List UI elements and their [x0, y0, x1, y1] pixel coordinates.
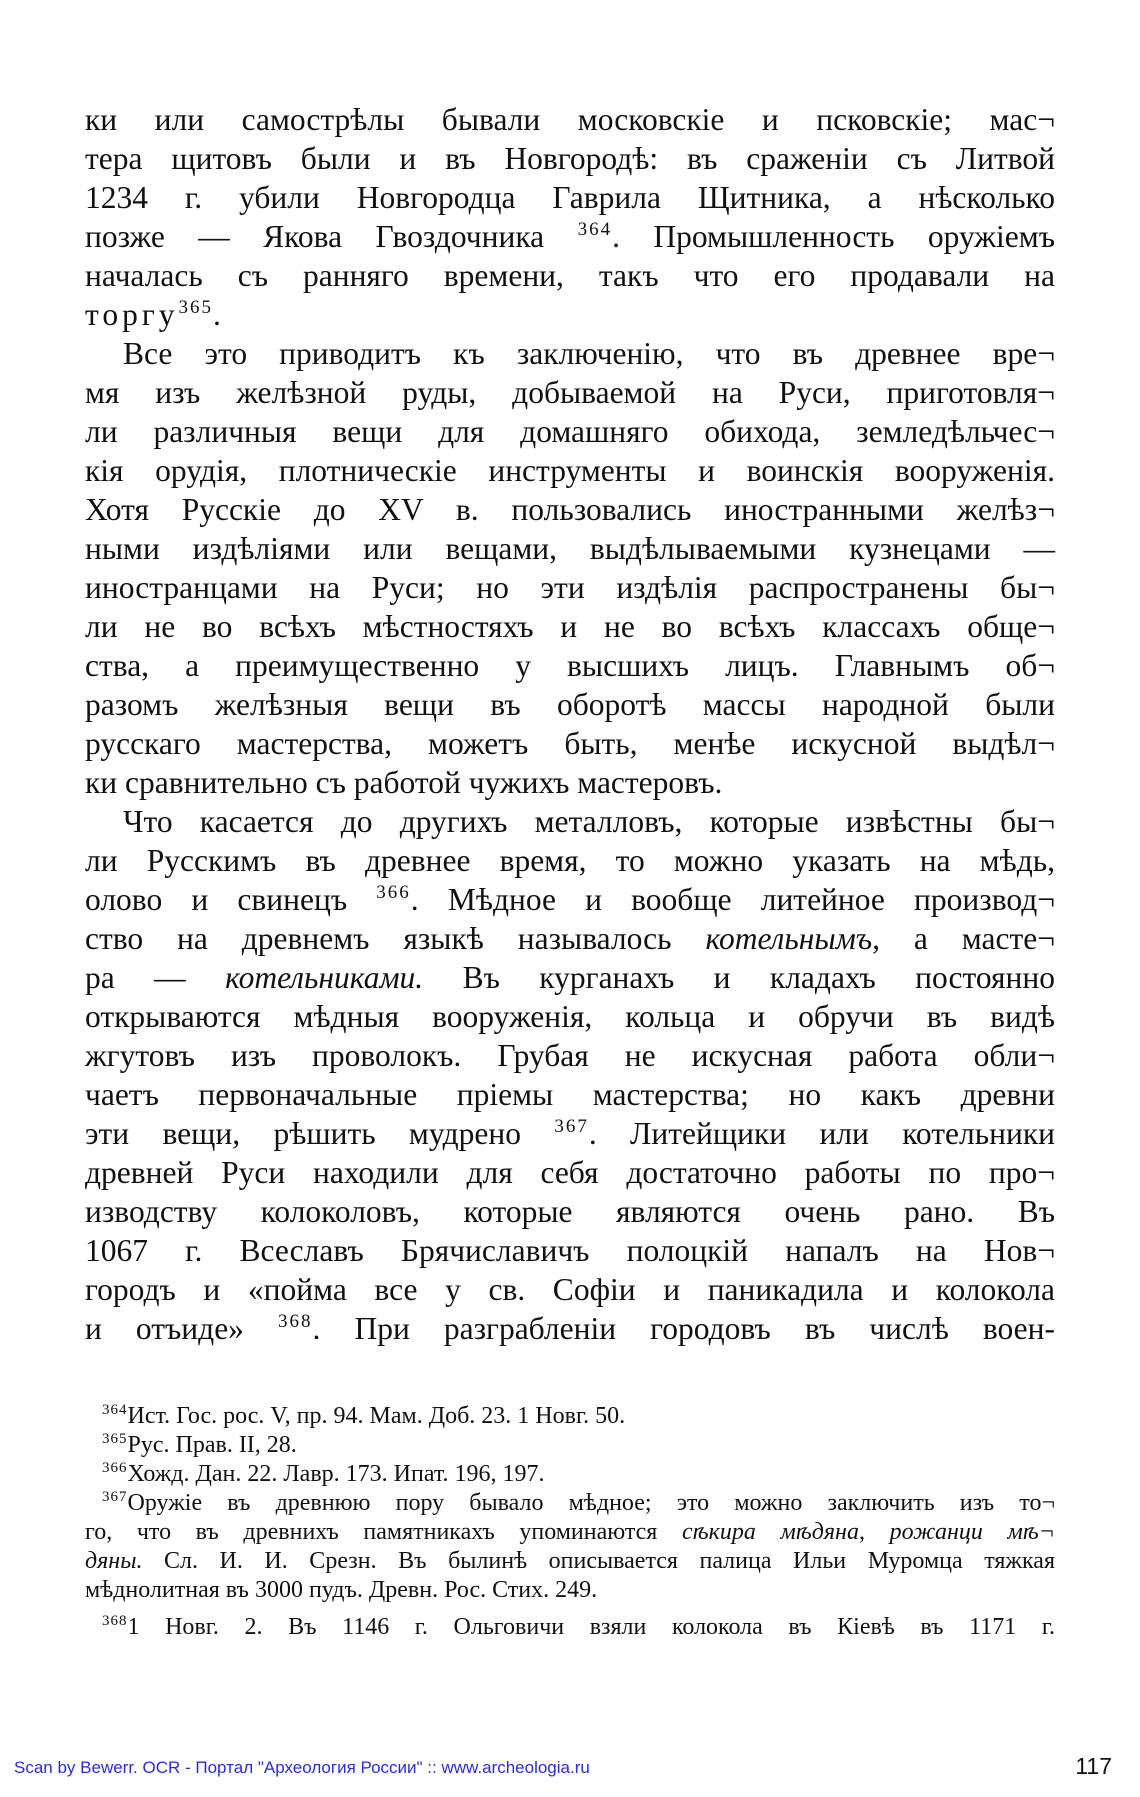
footnote: $^{367}$Оружіе въ древнюю пору бывало мѣдное; это можно заключить изъ то¬: [102, 1489, 1055, 1516]
text-line: Что касается до другихъ металловъ, которые извѣстны бы¬: [123, 804, 1055, 839]
footnote: $^{364}$Ист. Гос. рос. V, пр. 94. Мам. Доб. 23. 1 Новг. 50.: [102, 1402, 626, 1429]
main-text: [85, 100, 1055, 1348]
text-line: изводству колоколовъ, которые являются очень рано. Въ: [85, 1194, 1055, 1229]
italic-quote: дяны.: [85, 1548, 143, 1574]
text-line: позже — Якова Гвоздочника $^{364}$. Промышленность оружіемъ: [85, 219, 1055, 254]
text-line: городъ и «пойма все у св. Софіи и паникадила и колокола: [85, 1272, 1055, 1307]
text-line: чаетъ первоначальные пріемы мастерства; но какъ древни: [85, 1077, 1055, 1112]
text-line: ки сравнительно съ работой чужихъ мастеровъ.: [85, 765, 723, 800]
footnote-number: 368: [102, 1613, 128, 1629]
text-line: иностранцами на Руси; но эти издѣлія распространены бы¬: [85, 570, 1055, 605]
text-line: ства, а преимущественно у высшихъ лицъ. Главнымъ об¬: [85, 648, 1055, 683]
italic-term: котельниками.: [225, 960, 424, 995]
text-line: древней Руси находили для себя достаточно работы по про¬: [85, 1155, 1055, 1190]
text-line: тера щитовъ были и въ Новгородѣ: въ сраженіи съ Литвой: [85, 141, 1055, 176]
footnote: $^{366}$Хожд. Дан. 22. Лавр. 173. Ипат. 196, 197.: [102, 1460, 545, 1487]
footnote-ref: 364: [577, 219, 613, 240]
text-line: ли не во всѣхъ мѣстностяхъ и не во всѣхъ классахъ обще¬: [85, 609, 1055, 644]
text-line: началась съ ранняго времени, такъ что его продавали на: [85, 258, 1055, 293]
text-line: и отъиде» $^{368}$. При разграбленіи городовъ въ числѣ воен-: [85, 1311, 1055, 1346]
footnote-number: 364: [102, 1402, 128, 1418]
page-number: 117: [1075, 1753, 1112, 1779]
footnote-continuation: дяны. Сл. И. И. Срезн. Въ былинѣ описывается палица Ильи Муромца тяжкая: [85, 1548, 1055, 1574]
text-line: открываются мѣдныя вооруженія, кольца и обручи въ видѣ: [85, 999, 1055, 1034]
text-line: жгутовъ изъ проволокъ. Грубая не искусная работа обли¬: [85, 1038, 1055, 1073]
footnote-number: 367: [102, 1489, 128, 1505]
text-line: ки или самострѣлы бывали московскіе и псковскіе; мас¬: [85, 102, 1055, 137]
footnote-ref: 366: [376, 882, 411, 903]
footnote-ref: 365: [178, 297, 214, 318]
footnote-number: 366: [102, 1460, 128, 1476]
text-line: торгу$^{365}$.: [85, 297, 225, 332]
text-line: 1067 г. Всеславъ Брячиславичъ полоцкій напалъ на Нов¬: [85, 1233, 1055, 1268]
footnote-number: 365: [102, 1431, 128, 1447]
text-line: 1234 г. убили Новгородца Гаврила Щитника, а нѣсколько: [85, 180, 1055, 215]
text-line: эти вещи, рѣшить мудрено $^{367}$. Литейщики или котельники: [85, 1116, 1055, 1151]
text-line: Все это приводитъ къ заключенію, что въ древнее вре¬: [123, 336, 1055, 371]
italic-quote: сѣкира мѣдяна, рожанци мѣ¬: [681, 1519, 1056, 1545]
footnote: $^{365}$Рус. Прав. II, 28.: [102, 1431, 297, 1458]
text-line: ными издѣліями или вещами, выдѣлываемыми кузнецами —: [85, 531, 1055, 566]
text-line: русскаго мастерства, можетъ быть, менѣе искусной выдѣл¬: [85, 726, 1055, 761]
footnote-continuation: го, что въ древнихъ памятникахъ упоминаются сѣкира мѣдяна, рожанци мѣ¬: [85, 1519, 1056, 1545]
text-line: ли различныя вещи для домашняго обихода, земледѣльчес¬: [85, 414, 1055, 449]
text-line: ра — котельниками. Въ курганахъ и кладахъ постоянно: [85, 960, 1055, 995]
text-line: ли Русскимъ въ древнее время, то можно указать на мѣдь,: [85, 843, 1055, 878]
text-line: разомъ желѣзныя вещи въ оборотѣ массы народной были: [85, 687, 1055, 722]
footnotes: [85, 1402, 1055, 1642]
footnote-continuation: мѣднолитная въ 3000 пудъ. Древн. Рос. Стих. 249.: [85, 1577, 598, 1603]
italic-term: котельнымъ,: [705, 921, 881, 956]
scan-credit-link[interactable]: Scan by Bewerr. OCR - Портал "Археология России" :: www.archeologia.ru: [14, 1758, 590, 1777]
text-line: ство на древнемъ языкѣ называлось котельнымъ, а масте¬: [85, 921, 1055, 956]
text-line: кія орудія, плотническіе инструменты и воинскія вооруженія.: [85, 453, 1055, 488]
text-line: мя изъ желѣзной руды, добываемой на Руси, приготовля¬: [85, 375, 1055, 410]
text-line: олово и свинецъ $^{366}$. Мѣдное и вообще литейное производ¬: [85, 882, 1056, 917]
footnote-ref: 367: [554, 1116, 589, 1137]
footnote: $^{368}$1 Новг. 2. Въ 1146 г. Ольговичи взяли колокола въ Кіевѣ въ 1171 г.: [102, 1613, 1055, 1640]
text-line: Хотя Русскіе до XV в. пользовались иностранными желѣз¬: [85, 492, 1055, 527]
footnote-ref: 368: [278, 1311, 313, 1332]
